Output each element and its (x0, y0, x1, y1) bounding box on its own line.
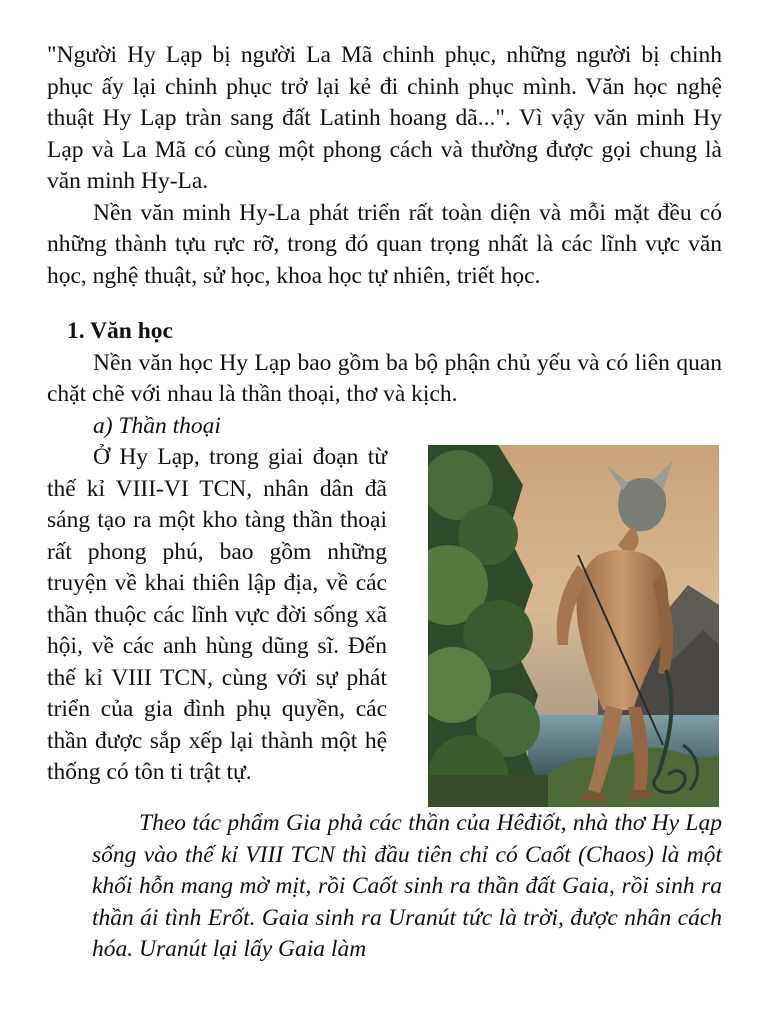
hermes-painting-image (428, 445, 719, 807)
paragraph-greek-roman: "Người Hy Lạp bị người La Mã chinh phục, những người bị chinh phục ấy lại chinh phục trở lại kẻ đi chinh phục mình. Văn học nghệ thuật Hy Lạp tràn sang đất Latinh hoang dã...". Vì vậy văn minh Hy Lạp và La Mã có cùng một phong cách và thường được gọi chung là văn minh Hy-La. (47, 42, 722, 194)
paragraph-civilization: Nền văn minh Hy-La phát triển rất toàn diện và mỗi mặt đều có những thành tựu rực rỡ, trong đó quan trọng nhất là các lĩnh vực văn học, nghệ thuật, sử học, khoa học tự nhiên, triết học. (47, 199, 722, 289)
hermes-illustration (428, 445, 719, 807)
section-heading: 1. Văn học (67, 318, 173, 344)
document-page (47, 40, 722, 966)
literature-intro: Nền văn học Hy Lạp bao gồm ba bộ phận chủ yếu và có liên quan chặt chẽ với nhau là thần thoại, thơ và kịch. (47, 349, 722, 407)
mythology-block (47, 442, 722, 794)
theogony-quote: Theo tác phẩm Gia phả các thần của Hêđiốt, nhà thơ Hy Lạp sống vào thế kỉ VIII TCN thì đầu tiên chỉ có Caốt (Chaos) là một khối hỗn mang mờ mịt, rồi Caốt sinh ra thần đất Gaia, rồi sinh ra thần ái tình Erốt. Gaia sinh ra Uranút tức là trời, được nhân cách hóa. Uranút lại lấy Gaia làm (92, 810, 722, 962)
mythology-paragraph: Ở Hy Lạp, trong giai đoạn từ thế kỉ VIII-VI TCN, nhân dân đã sáng tạo ra một kho tàng thần thoại rất phong phú, bao gồm những truyện về khai thiên lập địa, về các thần thuộc các lĩnh vực đời sống xã hội, về các anh hùng dũng sĩ. Đến thế kỉ VIII TCN, cùng với sự phát triển của gia đình phụ quyền, các thần được sắp xếp lại thành một hệ thống có tôn ti trật tự. (47, 444, 387, 785)
subheading-mythology: a) Thần thoại (93, 412, 221, 439)
